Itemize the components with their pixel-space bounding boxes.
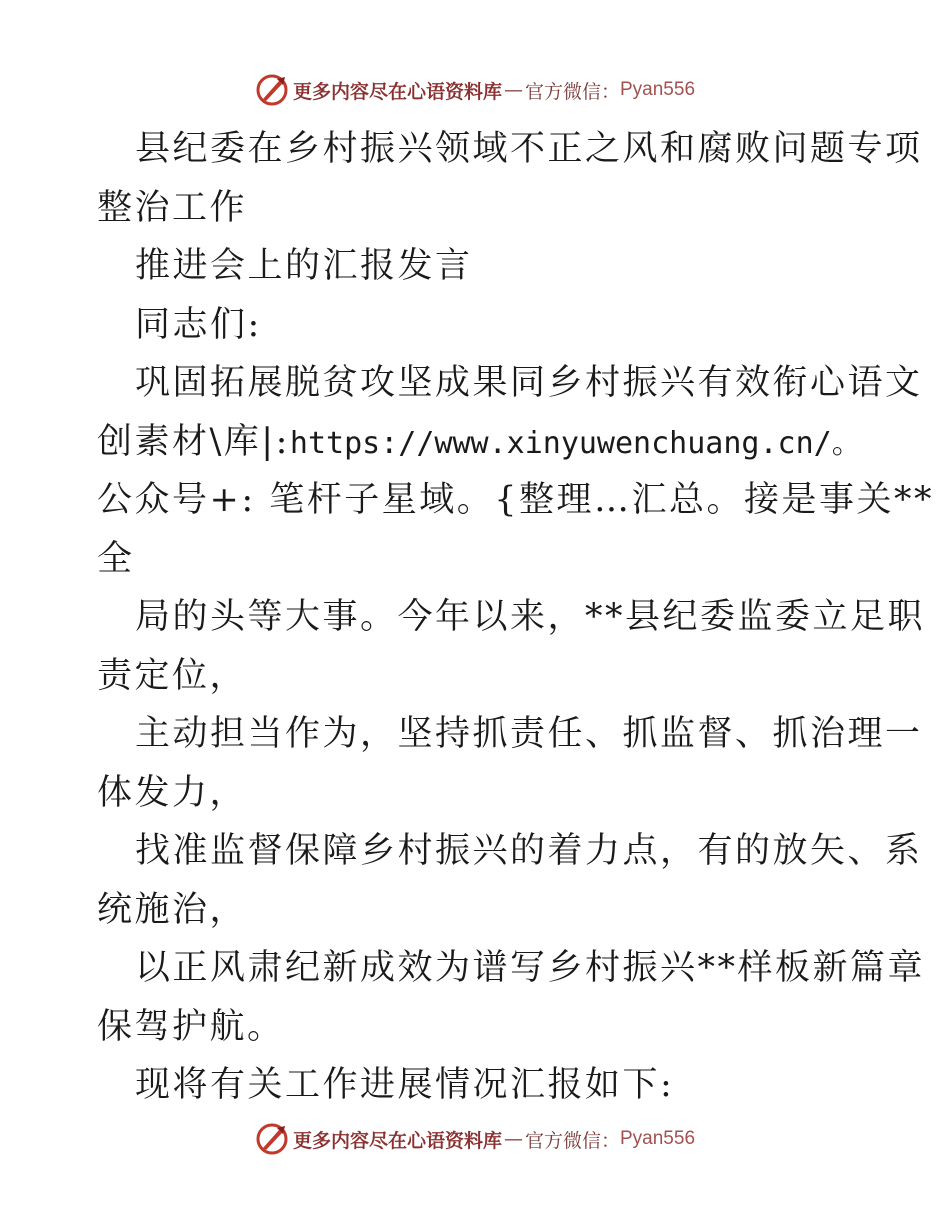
doc-paragraph-line: 全 <box>97 538 135 579</box>
doc-paragraph-line: 巩固拓展脱贫攻坚成果同乡村振兴有效衔心语文 <box>135 363 923 403</box>
footer-banner <box>0 1119 950 1159</box>
header-banner <box>0 70 950 110</box>
doc-paragraph-line: 保驾护航。 <box>97 1006 285 1047</box>
doc-paragraph-line: 责定位， <box>97 655 248 696</box>
banner-dash: — <box>503 1128 523 1150</box>
doc-title-line-2: 整治工作 <box>97 187 248 228</box>
doc-paragraph-line: 主动担当作为，坚持抓责任、抓监督、抓治理一 <box>135 714 923 754</box>
doc-salutation: 同志们: <box>135 304 262 345</box>
banner-official-label: 官方微信： <box>524 1129 620 1152</box>
banner-tagline: 更多内容尽在心语资料库 <box>292 1129 502 1152</box>
banner-wechat-id: Pyan556 <box>620 1128 696 1149</box>
document-body <box>97 120 935 1115</box>
doc-paragraph-line: 局的头等大事。今年以来，**县纪委监委立足职 <box>135 597 926 637</box>
doc-paragraph-line: 以正风肃纪新成效为谱写乡村振兴**样板新篇章 <box>135 948 926 988</box>
doc-paragraph-line: 体发力， <box>97 772 248 813</box>
quill-pen-logo-icon <box>255 1122 289 1156</box>
banner-official-label: 官方微信： <box>524 80 620 103</box>
doc-paragraph-line: 现将有关工作进展情况汇报如下: <box>135 1065 675 1105</box>
doc-text-segment: 创素材\库|: <box>97 421 290 462</box>
banner-tagline: 更多内容尽在心语资料库 <box>292 80 502 103</box>
doc-title-line-1: 县纪委在乡村振兴领域不正之风和腐败问题专项 <box>135 129 923 169</box>
doc-url-text: https://www.xinyuwenchuang.cn/。 <box>289 425 862 461</box>
banner-wechat-id: Pyan556 <box>620 79 696 100</box>
doc-paragraph-line: 找准监督保障乡村振兴的着力点，有的放矢、系 <box>135 831 923 871</box>
banner-dash: — <box>503 79 523 101</box>
doc-paragraph-line: 公众号+: 笔杆子星域。{整理…汇总。接是事关** <box>97 480 935 520</box>
doc-subtitle: 推进会上的汇报发言 <box>135 246 473 286</box>
doc-paragraph-line: 统施治， <box>97 889 248 930</box>
quill-pen-logo-icon <box>255 73 289 107</box>
doc-paragraph-line-with-url <box>97 413 862 472</box>
